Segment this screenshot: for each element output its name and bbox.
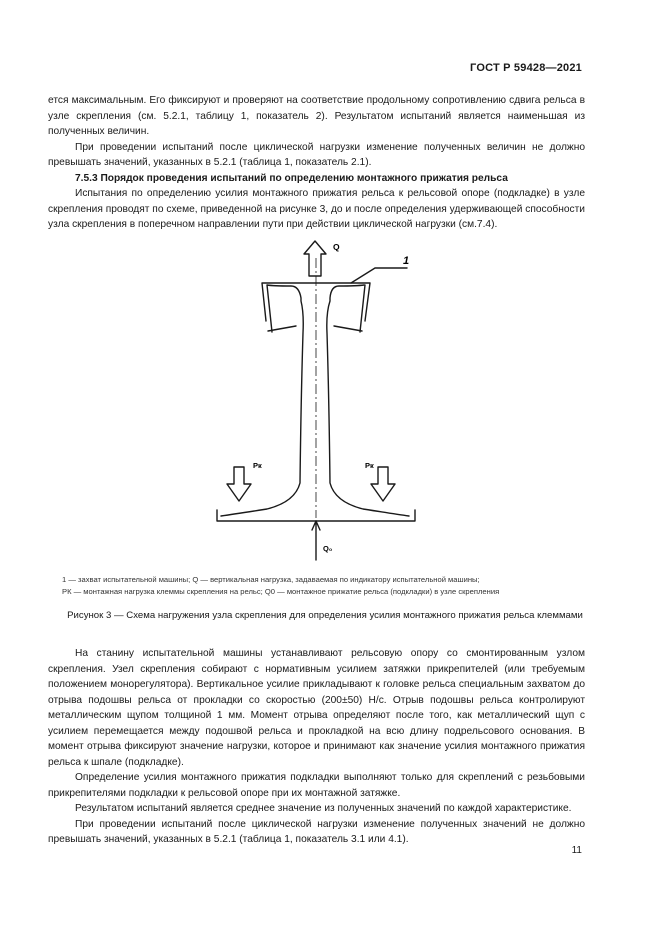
paragraph: Результатом испытаний является среднее значение из полученных значений по каждой характеристике. [75, 803, 572, 814]
pk-left-arrow [227, 467, 251, 501]
paragraph: ется максимальным. Его фиксируют и проверяют на соответствие продольному сопротивлению сдвига рельса в узле скрепления (см. 5.2.1, таблицу 1, показатель 2). Результатом испытаний является наименьшая из полученных величин. [48, 95, 585, 137]
rail-diagram [205, 238, 445, 563]
label-1: 1 [403, 255, 410, 267]
paragraph: При проведении испытаний после циклической нагрузки изменение полученных значений не должно превышать значений, указанных в 5.2.1 (таблица 1, показатель 3.1 или 4.1). [48, 818, 585, 845]
q-arrow-up [304, 241, 326, 276]
label-q: Q [333, 242, 340, 252]
paragraph: При проведении испытаний после циклической нагрузки изменение полученных величин не должно превышать значений, указанных в 5.2.1 (таблица 1, показатель 2.1). [48, 141, 585, 168]
paragraph: На станину испытательной машины устанавливают рельсовую опору со смонтированным узлом скрепления. Узел скрепления собирают с нормативным усилием затяжки прикрепителей (или требуемым положением монорегулятора). Вертикальное усилие прикладывают к головке рельса специальным захватом до отрыва подошвы рельса от прокладки со скоростью (200±50) Н/с. Отрыв подошвы рельса контролируют металлическим щупом толщиной 1 мм. Момент отрыва определяют после того, как металлический щуп с усилием перемещается между подошвой рельса и прокладкой на всю длину подрельсового основания. В момент отрыва фиксируют значение нагрузки, которое и принимают как значение усилия монтажного прижатия рельса к шпале (подкладке). [48, 648, 585, 768]
legend-line: PК — монтажная нагрузка клеммы скрепления на рельс; Q0 — монтажное прижатие рельса (подкладки) в узле скрепления [62, 587, 500, 596]
page-number: 11 [571, 845, 582, 856]
document-standard-header: ГОСТ Р 59428—2021 [470, 62, 582, 74]
legend-line: 1 — захват испытательной машины; Q — вертикальная нагрузка, задаваемая по индикатору испытательной машины; [62, 575, 480, 584]
top-text-block [48, 93, 585, 233]
paragraph: Испытания по определению усилия монтажного прижатия рельса к рельсовой опоре (подкладке) в узле скрепления проводят по схеме, приведенной на рисунке 3, до и после определения удерживающей способности узла скрепления в поперечном направлении пути при действии циклической нагрузки (см.7.4). [48, 188, 585, 230]
rail-loading-figure [205, 238, 445, 563]
figure-caption: Рисунок 3 — Схема нагружения узла скрепления для определения усилия монтажного прижатия рельса клеммами [67, 610, 583, 621]
label-q0: Q₀ [323, 544, 333, 553]
bottom-text-block [48, 646, 585, 848]
section-heading: 7.5.3 Порядок проведения испытаний по определению монтажного прижатия рельса [75, 172, 508, 184]
label-pk-left: Pк [253, 461, 262, 470]
paragraph: Определение усилия монтажного прижатия подкладки выполняют только для скреплений с резьбовыми прикрепителями подкладки к рельсовой опоре при их монтажной затяжке. [48, 772, 585, 799]
label-pk-right: Pк [365, 461, 374, 470]
figure-legend [62, 574, 582, 598]
rail-head [221, 285, 365, 516]
pk-right-arrow [371, 467, 395, 501]
q0-arrow-up [312, 521, 320, 560]
